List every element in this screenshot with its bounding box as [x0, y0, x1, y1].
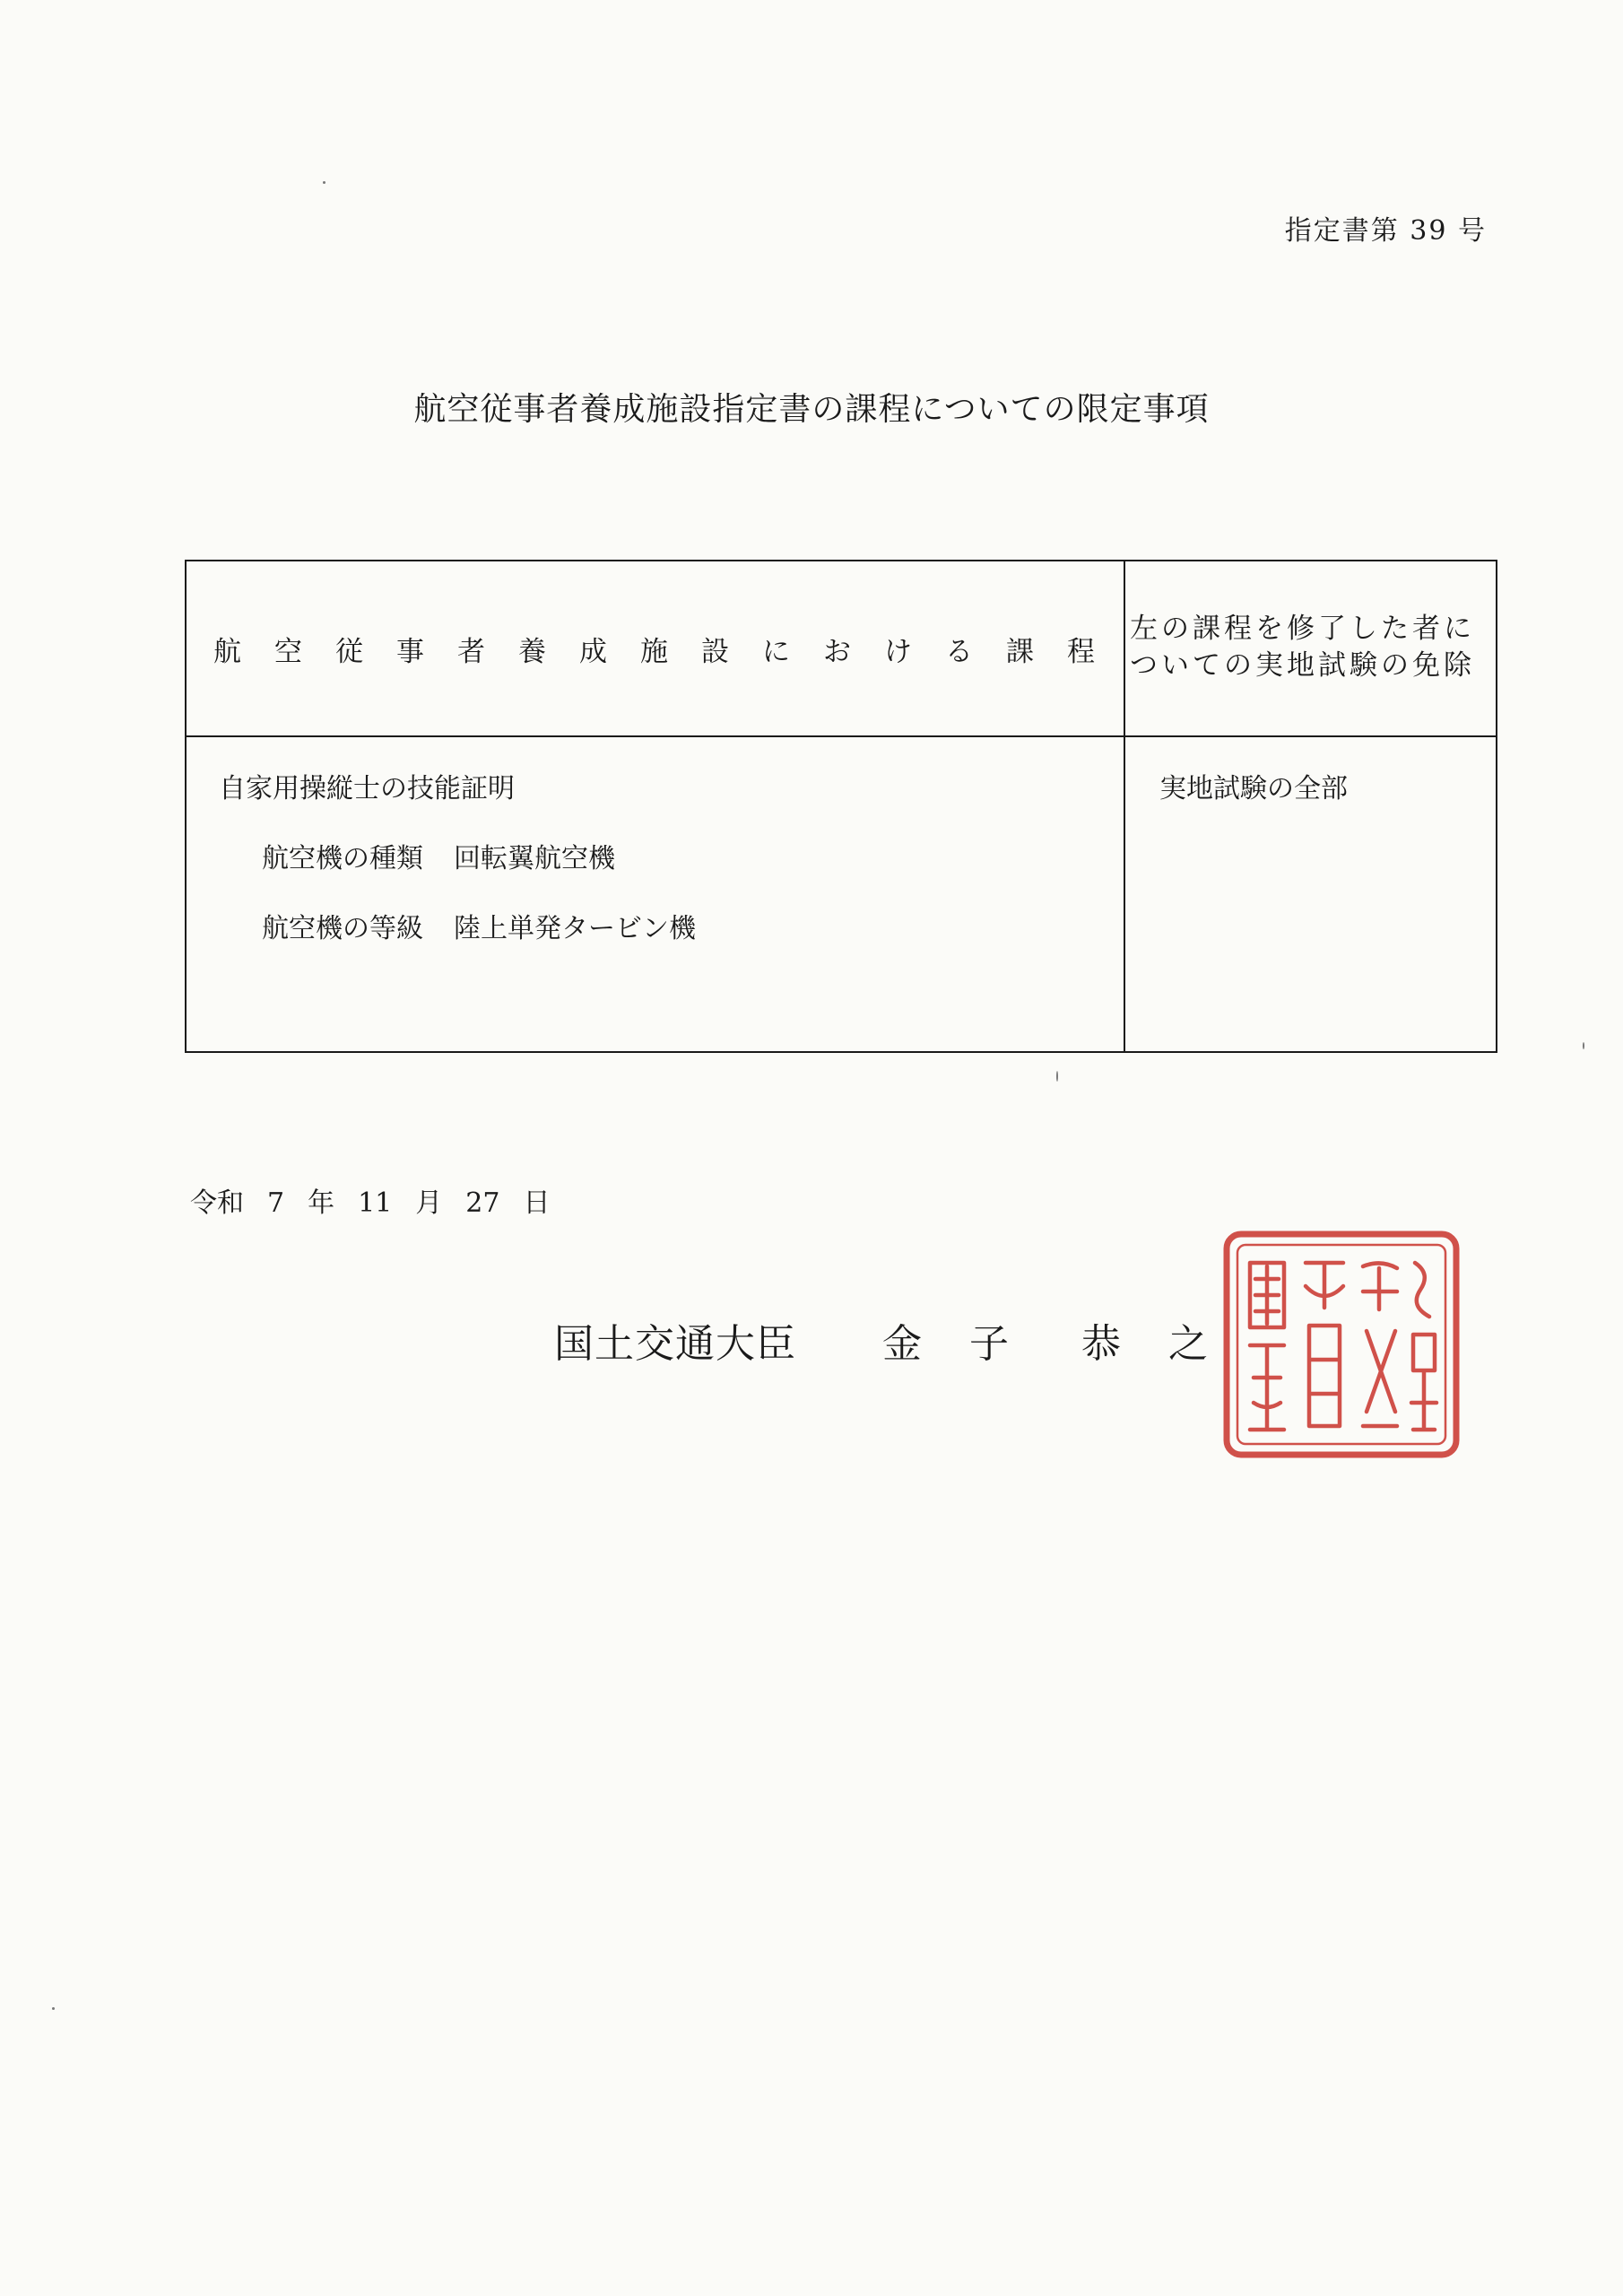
aircraft-class-label: 航空機の等級	[262, 913, 423, 944]
document-number: 指定書第 39 号	[1284, 215, 1487, 247]
header-exemption-line-1: 左の課程を修了した者に	[1130, 613, 1475, 645]
limitations-table	[185, 560, 1497, 1053]
document-title: 航空従事者養成施設指定書の課程についての限定事項	[413, 391, 1210, 428]
paper-speck	[52, 2007, 55, 2010]
signatory-name-char: 金	[882, 1321, 923, 1367]
signatory	[554, 1311, 1209, 1369]
signatory-name-char: 恭	[1081, 1321, 1122, 1367]
official-seal-stamp	[1219, 1227, 1463, 1462]
signatory-name-char: 子	[969, 1321, 1010, 1367]
aircraft-class-value: 陸上単発タービン機	[454, 913, 696, 944]
header-course: 航空従事者養成施設における課程	[213, 636, 1128, 668]
header-exemption-line-2: ついての実地試験の免除	[1130, 649, 1475, 682]
date-year-unit: 年	[308, 1187, 335, 1219]
issue-date	[190, 1180, 573, 1220]
paper-speck	[323, 181, 325, 184]
date-year: 7	[267, 1187, 285, 1219]
aircraft-class-row	[262, 906, 696, 945]
aircraft-category-label: 航空機の種類	[262, 843, 423, 874]
date-day: 27	[465, 1187, 500, 1219]
date-era: 令和	[190, 1187, 244, 1219]
aircraft-category-value: 回転翼航空機	[454, 843, 615, 874]
paper-speck	[1583, 1042, 1584, 1049]
header-exemption	[1130, 611, 1497, 684]
table-header-divider	[187, 735, 1496, 737]
signatory-position: 国土交通大臣	[554, 1321, 796, 1367]
date-month-unit: 月	[415, 1187, 443, 1219]
paper-speck	[1056, 1071, 1058, 1082]
signatory-name-char: 之	[1168, 1321, 1209, 1367]
date-month: 11	[358, 1187, 393, 1219]
table-column-divider	[1124, 561, 1125, 1051]
date-day-unit: 日	[523, 1187, 551, 1219]
course-title: 自家用操縦士の技能証明	[219, 773, 515, 804]
exemption-value: 実地試験の全部	[1159, 773, 1348, 804]
aircraft-category-row	[262, 836, 615, 875]
